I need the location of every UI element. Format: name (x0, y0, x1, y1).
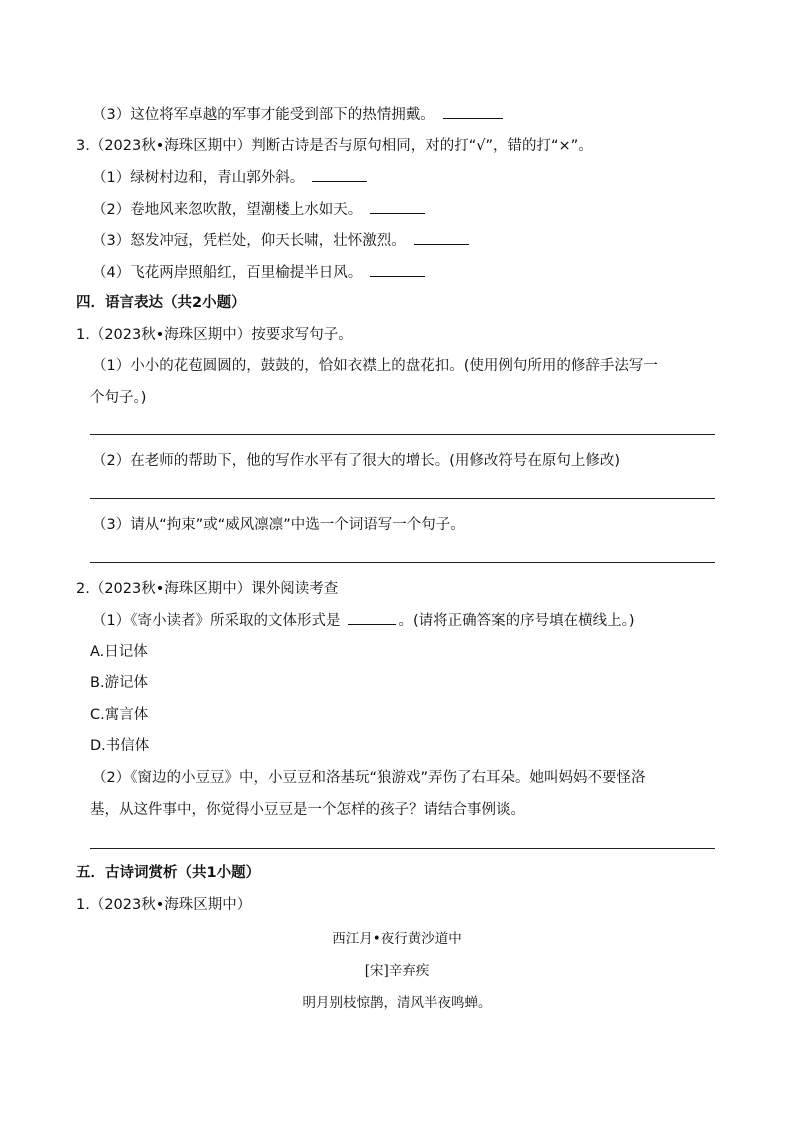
option-item: C.寓言体 (90, 707, 149, 723)
answer-blank[interactable] (443, 104, 503, 119)
question-text: （3）这位将军卓越的军事才能受到部下的热情拥戴。 (92, 107, 435, 123)
question-header: 1.（2023秋•海珠区期中）按要求写句子。 (76, 327, 353, 343)
section-title: 五．古诗词赏析（共1小题） (76, 865, 261, 881)
answer-blank[interactable] (370, 199, 425, 214)
question-text: （2）卷地风来忽吹散，望潮楼上水如天。 (92, 202, 363, 218)
question-text: （3）怒发冲冠，凭栏处，仰天长啸，壮怀激烈。 (92, 233, 406, 249)
answer-blank[interactable] (414, 230, 469, 245)
question-text: （2）在老师的帮助下，他的写作水平有了很大的增长。(用修改符号在原句上修改) (92, 453, 621, 469)
answer-blank[interactable] (348, 610, 396, 625)
question-text: （1）小小的花苞圆圆的，鼓鼓的，恰如衣襟上的盘花扣。(使用例句所用的修辞手法写一 (92, 358, 658, 374)
question-item (92, 199, 425, 220)
poem-author: [宋]辛弃疾 (364, 963, 430, 979)
answer-line[interactable] (90, 562, 715, 563)
question-text: （2）《窗边的小豆豆》中，小豆豆和洛基玩“狼游戏”弄伤了右耳朵。她叫妈妈不要怪洛 (92, 770, 646, 786)
question-item (92, 610, 635, 631)
question-text: 基，从这件事中，你觉得小豆豆是一个怎样的孩子？请结合事例谈。 (90, 802, 525, 818)
question-item (92, 230, 469, 251)
answer-blank[interactable] (312, 167, 367, 182)
question-header: 3.（2023秋•海珠区期中）判断古诗是否与原句相同，对的打“√”，错的打“×”。 (76, 138, 593, 154)
question-text: 个句子。) (90, 390, 147, 406)
question-header: 2.（2023秋•海珠区期中）课外阅读考查 (76, 581, 339, 597)
answer-line[interactable] (90, 498, 715, 499)
option-item: D.书信体 (90, 738, 150, 754)
question-text: （1）《寄小读者》所采取的文体形式是 (92, 613, 341, 629)
question-text: （1）绿树村边和，青山郭外斜。 (92, 170, 305, 186)
option-item: A.日记体 (90, 644, 148, 660)
question-text: 。(请将正确答案的序号填在横线上。) (398, 613, 635, 629)
option-item: B.游记体 (90, 675, 149, 691)
question-item (92, 262, 425, 283)
question-header: 1.（2023秋•海珠区期中） (76, 897, 252, 913)
question-item (92, 167, 367, 188)
answer-blank[interactable] (370, 262, 425, 277)
answer-line[interactable] (90, 848, 715, 849)
question-text: （3）请从“拘束”或“威风凛凛”中选一个词语写一个句子。 (92, 517, 465, 533)
question-text: （4）飞花两岸照船红，百里榆提半日风。 (92, 265, 363, 281)
answer-line[interactable] (90, 434, 715, 435)
question-item (92, 104, 503, 125)
poem-line: 明月别枝惊鹊，清风半夜鸣蝉。 (302, 995, 492, 1011)
section-title: 四．语言表达（共2小题） (76, 295, 246, 311)
poem-title: 西江月•夜行黄沙道中 (332, 931, 462, 947)
